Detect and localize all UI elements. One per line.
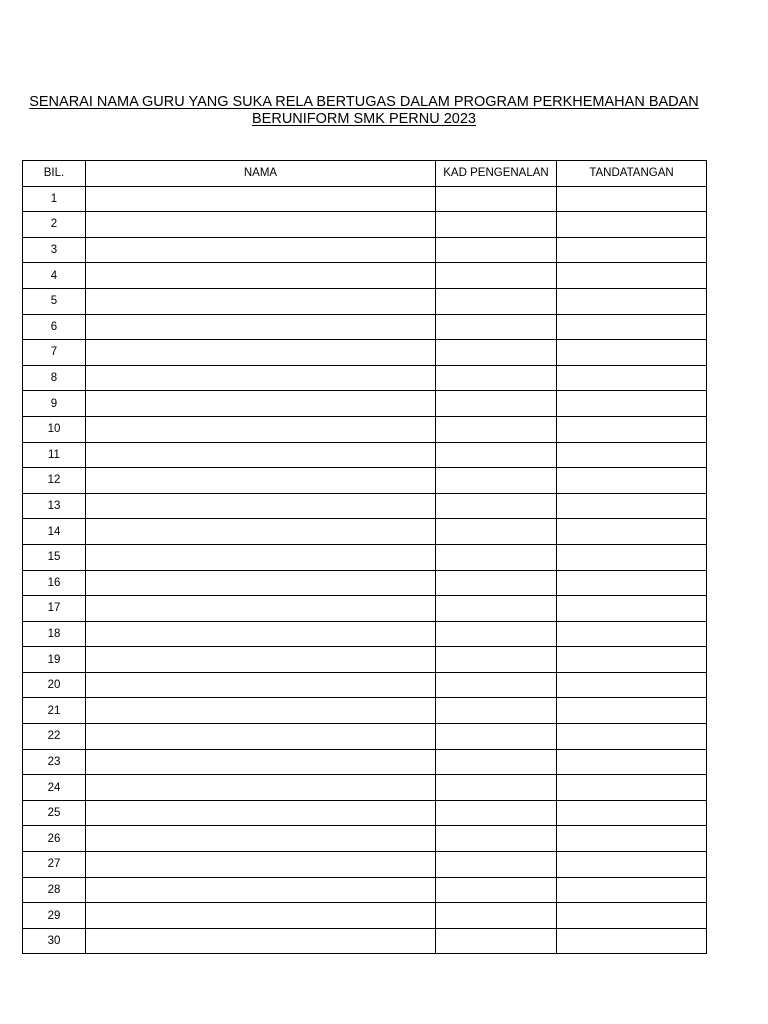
table-row: [23, 237, 707, 263]
cell-bil: 3: [23, 237, 86, 263]
table-row: [23, 596, 707, 622]
table-row: [23, 391, 707, 417]
table-row: [23, 519, 707, 545]
header-tandatangan: TANDATANGAN: [557, 161, 707, 187]
cell-kad-pengenalan: [436, 826, 557, 852]
table-row: [23, 288, 707, 314]
cell-bil: 26: [23, 826, 86, 852]
cell-tandatangan: [557, 903, 707, 929]
roster-table-body: [23, 186, 707, 954]
cell-nama: [86, 570, 436, 596]
table-row: [23, 672, 707, 698]
cell-nama: [86, 263, 436, 289]
cell-kad-pengenalan: [436, 442, 557, 468]
table-row: [23, 365, 707, 391]
cell-nama: [86, 288, 436, 314]
cell-kad-pengenalan: [436, 570, 557, 596]
cell-nama: [86, 800, 436, 826]
cell-bil: 8: [23, 365, 86, 391]
cell-tandatangan: [557, 724, 707, 750]
cell-kad-pengenalan: [436, 314, 557, 340]
cell-kad-pengenalan: [436, 852, 557, 878]
cell-tandatangan: [557, 212, 707, 238]
cell-kad-pengenalan: [436, 288, 557, 314]
cell-kad-pengenalan: [436, 212, 557, 238]
cell-nama: [86, 544, 436, 570]
table-row: [23, 186, 707, 212]
cell-bil: 1: [23, 186, 86, 212]
cell-tandatangan: [557, 416, 707, 442]
cell-bil: 18: [23, 621, 86, 647]
cell-nama: [86, 852, 436, 878]
table-row: [23, 749, 707, 775]
table-row: [23, 903, 707, 929]
cell-tandatangan: [557, 596, 707, 622]
table-row: [23, 212, 707, 238]
table-row: [23, 314, 707, 340]
cell-tandatangan: [557, 698, 707, 724]
cell-bil: 27: [23, 852, 86, 878]
cell-kad-pengenalan: [436, 698, 557, 724]
cell-tandatangan: [557, 877, 707, 903]
cell-bil: 10: [23, 416, 86, 442]
cell-bil: 2: [23, 212, 86, 238]
cell-bil: 25: [23, 800, 86, 826]
cell-nama: [86, 826, 436, 852]
table-row: [23, 570, 707, 596]
cell-tandatangan: [557, 672, 707, 698]
document-title-line-1: SENARAI NAMA GURU YANG SUKA RELA BERTUGAS DALAM PROGRAM PERKHEMAHAN BADAN: [29, 94, 699, 110]
cell-nama: [86, 186, 436, 212]
header-row: [23, 161, 707, 187]
cell-bil: 20: [23, 672, 86, 698]
cell-tandatangan: [557, 519, 707, 545]
table-row: [23, 826, 707, 852]
table-row: [23, 698, 707, 724]
cell-kad-pengenalan: [436, 365, 557, 391]
table-row: [23, 340, 707, 366]
cell-tandatangan: [557, 237, 707, 263]
cell-kad-pengenalan: [436, 416, 557, 442]
cell-tandatangan: [557, 288, 707, 314]
cell-bil: 22: [23, 724, 86, 750]
cell-tandatangan: [557, 314, 707, 340]
cell-bil: 16: [23, 570, 86, 596]
cell-kad-pengenalan: [436, 544, 557, 570]
cell-nama: [86, 391, 436, 417]
cell-nama: [86, 212, 436, 238]
cell-bil: 23: [23, 749, 86, 775]
cell-kad-pengenalan: [436, 493, 557, 519]
cell-kad-pengenalan: [436, 724, 557, 750]
cell-nama: [86, 877, 436, 903]
cell-nama: [86, 749, 436, 775]
cell-nama: [86, 775, 436, 801]
cell-tandatangan: [557, 365, 707, 391]
cell-kad-pengenalan: [436, 237, 557, 263]
cell-nama: [86, 314, 436, 340]
cell-bil: 9: [23, 391, 86, 417]
table-row: [23, 775, 707, 801]
cell-kad-pengenalan: [436, 596, 557, 622]
cell-bil: 13: [23, 493, 86, 519]
cell-kad-pengenalan: [436, 672, 557, 698]
cell-nama: [86, 365, 436, 391]
document-title-line-2: BERUNIFORM SMK PERNU 2023: [252, 111, 476, 127]
cell-tandatangan: [557, 544, 707, 570]
cell-bil: 29: [23, 903, 86, 929]
cell-nama: [86, 340, 436, 366]
header-nama: NAMA: [86, 161, 436, 187]
table-row: [23, 544, 707, 570]
cell-tandatangan: [557, 570, 707, 596]
cell-tandatangan: [557, 340, 707, 366]
table-row: [23, 442, 707, 468]
document-title: [22, 94, 706, 128]
table-row: [23, 724, 707, 750]
cell-bil: 19: [23, 647, 86, 673]
cell-tandatangan: [557, 621, 707, 647]
cell-bil: 5: [23, 288, 86, 314]
cell-bil: 24: [23, 775, 86, 801]
cell-kad-pengenalan: [436, 749, 557, 775]
table-row: [23, 416, 707, 442]
cell-tandatangan: [557, 391, 707, 417]
cell-bil: 30: [23, 928, 86, 954]
cell-nama: [86, 237, 436, 263]
cell-bil: 17: [23, 596, 86, 622]
cell-bil: 7: [23, 340, 86, 366]
roster-table-header: [23, 161, 707, 187]
cell-tandatangan: [557, 186, 707, 212]
cell-kad-pengenalan: [436, 775, 557, 801]
cell-bil: 28: [23, 877, 86, 903]
cell-tandatangan: [557, 442, 707, 468]
cell-tandatangan: [557, 928, 707, 954]
cell-nama: [86, 903, 436, 929]
cell-nama: [86, 647, 436, 673]
cell-kad-pengenalan: [436, 877, 557, 903]
cell-nama: [86, 493, 436, 519]
cell-tandatangan: [557, 468, 707, 494]
table-row: [23, 263, 707, 289]
cell-kad-pengenalan: [436, 647, 557, 673]
cell-bil: 14: [23, 519, 86, 545]
table-row: [23, 468, 707, 494]
cell-tandatangan: [557, 800, 707, 826]
table-row: [23, 493, 707, 519]
cell-nama: [86, 596, 436, 622]
cell-kad-pengenalan: [436, 468, 557, 494]
table-row: [23, 928, 707, 954]
cell-nama: [86, 672, 436, 698]
table-row: [23, 647, 707, 673]
cell-tandatangan: [557, 749, 707, 775]
cell-tandatangan: [557, 852, 707, 878]
table-row: [23, 800, 707, 826]
cell-bil: 11: [23, 442, 86, 468]
cell-kad-pengenalan: [436, 391, 557, 417]
cell-tandatangan: [557, 647, 707, 673]
cell-nama: [86, 442, 436, 468]
cell-bil: 6: [23, 314, 86, 340]
header-kad-pengenalan: KAD PENGENALAN: [436, 161, 557, 187]
cell-bil: 4: [23, 263, 86, 289]
cell-tandatangan: [557, 263, 707, 289]
cell-nama: [86, 416, 436, 442]
header-bil: BIL.: [23, 161, 86, 187]
cell-kad-pengenalan: [436, 621, 557, 647]
cell-kad-pengenalan: [436, 903, 557, 929]
cell-kad-pengenalan: [436, 263, 557, 289]
cell-nama: [86, 468, 436, 494]
cell-nama: [86, 928, 436, 954]
cell-bil: 15: [23, 544, 86, 570]
cell-nama: [86, 724, 436, 750]
cell-tandatangan: [557, 775, 707, 801]
cell-kad-pengenalan: [436, 340, 557, 366]
cell-bil: 21: [23, 698, 86, 724]
cell-kad-pengenalan: [436, 519, 557, 545]
cell-nama: [86, 621, 436, 647]
cell-bil: 12: [23, 468, 86, 494]
table-row: [23, 852, 707, 878]
cell-kad-pengenalan: [436, 186, 557, 212]
cell-tandatangan: [557, 826, 707, 852]
cell-kad-pengenalan: [436, 928, 557, 954]
cell-nama: [86, 698, 436, 724]
cell-tandatangan: [557, 493, 707, 519]
table-row: [23, 621, 707, 647]
roster-table: [22, 160, 707, 954]
cell-nama: [86, 519, 436, 545]
table-row: [23, 877, 707, 903]
cell-kad-pengenalan: [436, 800, 557, 826]
